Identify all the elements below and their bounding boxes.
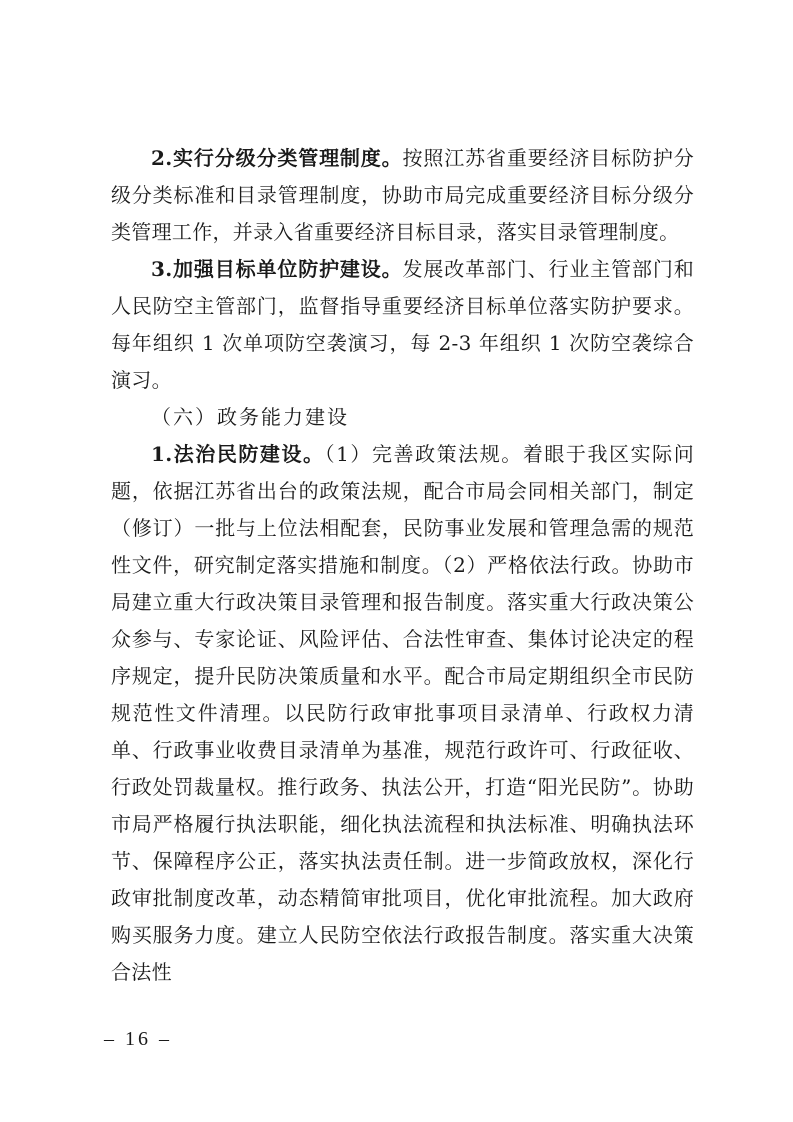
paragraph-classification-management xyxy=(111,140,694,251)
paragraph-rule-of-law xyxy=(111,436,694,991)
paragraph-target-unit-protection xyxy=(111,251,694,399)
paragraph-lead-heading: 1.法治民防建设。 xyxy=(151,442,325,466)
document-body xyxy=(111,140,694,991)
paragraph-text: 发展改革部门、行业主管部门和人民防空主管部门，监督指导重要经济目标单位落实防护要求。每年组织 1 次单项防空袭演习，每 2-3 年组织 1 次防空袭综合演习。 xyxy=(111,257,695,392)
paragraph-lead-heading: 2.实行分级分类管理制度。 xyxy=(151,146,403,170)
page-number: – 16 – xyxy=(104,1028,172,1050)
paragraph-text: （1）完善政策法规。着眼于我区实际问题，依据江苏省出台的政策法规，配合市局会同相关部门，制定（修订）一批与上位法相配套，民防事业发展和管理急需的规范性文件，研究制定落实措施和制度。（2）严格依法行政。协助市局建立重大行政决策目录管理和报告制度。落实重大行政决策公众参与、专家论证、风险评估、合法性审查、集体讨论决定的程序规定，提升民防决策质量和水平。配合市局定期组织全市民防规范性文件清理。以民防行政审批事项目录清单、行政权力清单、行政事业收费目录清单为基准，规范行政许可、行政征收、行政处罚裁量权。推行政务、执法公开，打造“阳光民防”。协助市局严格履行执法职能，细化执法流程和执法标准、明确执法环节、保障程序公正，落实执法责任制。进一步简政放权，深化行政审批制度改革，动态精简审批项目，优化审批流程。加大政府购买服务力度。建立人民防空依法行政报告制度。落实重大决策合法性 xyxy=(111,442,694,984)
paragraph-lead-heading: 3.加强目标单位防护建设。 xyxy=(151,257,403,281)
section-heading: （六）政务能力建设 xyxy=(151,405,349,429)
paragraph-text: 按照江苏省重要经济目标防护分级分类标准和目录管理制度，协助市局完成重要经济目标分级分类管理工作，并录入省重要经济目标目录，落实目录管理制度。 xyxy=(111,146,695,244)
